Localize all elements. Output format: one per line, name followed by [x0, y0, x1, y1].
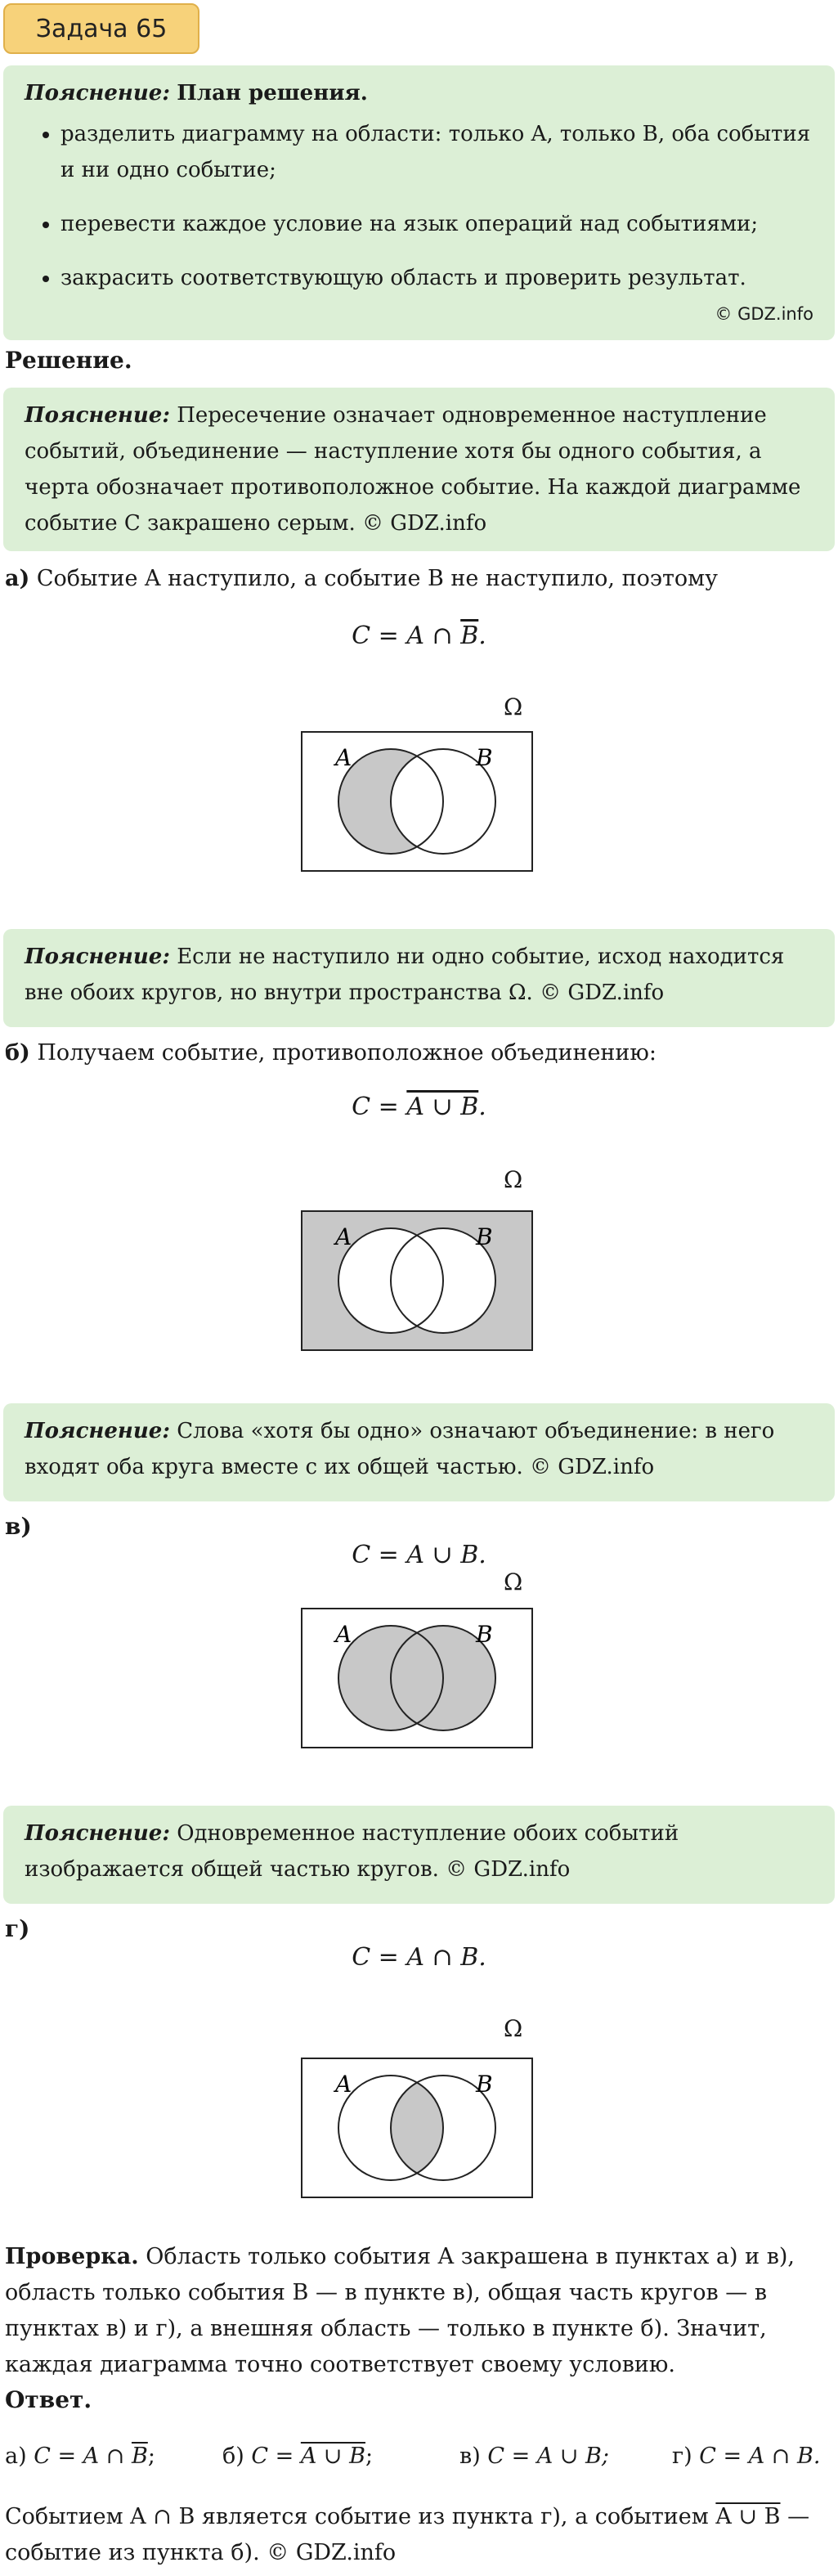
answer-g	[672, 2444, 820, 2469]
note-text: Одновременное наступление обоих событий изображается общей частью кругов. © GDZ.info	[25, 1821, 679, 1882]
note-label: Пояснение:	[25, 1821, 170, 1846]
conclusion-overline: A ∪ B	[715, 2504, 781, 2529]
note-label: Пояснение:	[25, 1419, 170, 1443]
answer-end: ;	[365, 2444, 374, 2469]
answer-formula: C =	[251, 2444, 301, 2469]
omega-label: Ω	[504, 1568, 523, 1595]
part-b-statement: Получаем событие, противоположное объединению:	[37, 1040, 657, 1066]
note-label: Пояснение:	[25, 945, 170, 969]
part-b-text	[5, 1035, 657, 1071]
label-a: A	[335, 744, 352, 771]
formula-overline: $\overline{B}$	[460, 622, 479, 650]
label-b: B	[476, 1621, 493, 1648]
plan-item: • перевести каждое условие на язык операций над событиями;	[60, 206, 813, 242]
plan-copyright: © GDZ.info	[715, 304, 813, 324]
label-a: A	[335, 1621, 352, 1648]
plan-note	[3, 65, 835, 340]
note-4	[3, 1806, 835, 1904]
answer-formula: C = A ∩	[34, 2444, 132, 2469]
note-3	[3, 1403, 835, 1501]
check-paragraph	[5, 2239, 832, 2383]
answer-marker: в)	[459, 2444, 481, 2469]
venn-diagram-b	[301, 1210, 533, 1351]
conclusion-part-2: — событие из пункта б). © GDZ.info	[5, 2504, 810, 2565]
label-a: A	[335, 2071, 352, 2098]
answer-label: Ответ.	[5, 2386, 92, 2413]
note-text: Если не наступило ни одно событие, исход находится вне обоих кругов, но внутри пространства Ω. © GDZ.info	[25, 945, 785, 1005]
answer-marker: а)	[5, 2444, 27, 2469]
answer-formula: C = A ∪ B;	[487, 2444, 609, 2469]
plan-item: • разделить диаграмму на области: только A, только B, оба события и ни одно событие;	[60, 116, 813, 188]
note-text: Слова «хотя бы одно» означают объединение: в него входят оба круга вместе с их общей частью. © GDZ.info	[25, 1419, 775, 1479]
part-b-marker: б)	[5, 1040, 30, 1066]
answer-marker: б)	[222, 2444, 244, 2469]
part-a-formula	[0, 622, 838, 650]
part-a-text	[5, 561, 718, 597]
answer-b	[222, 2444, 373, 2469]
part-a-marker: а)	[5, 566, 30, 591]
omega-label: Ω	[504, 693, 523, 720]
label-b: B	[476, 744, 493, 771]
part-a-statement: Событие A наступило, а событие B не наступило, поэтому	[36, 566, 719, 591]
task-title: Задача 65	[3, 3, 199, 54]
formula-overline: A ∪ B	[406, 1093, 479, 1121]
plan-label: Пояснение:	[25, 81, 170, 105]
note-2	[3, 929, 835, 1027]
part-v-marker: в)	[5, 1513, 32, 1540]
plan-list	[25, 116, 813, 296]
venn-diagram-a	[301, 731, 533, 872]
plan-item: • закрасить соответствующую область и проверить результат.	[60, 260, 813, 296]
part-b-formula	[0, 1093, 838, 1121]
answer-formula: C = A ∩ B.	[699, 2444, 821, 2469]
venn-diagram-v	[301, 1608, 533, 1748]
answer-v	[459, 2444, 609, 2469]
formula-left: C = A ∩	[352, 622, 461, 650]
answer-a	[5, 2444, 155, 2469]
answer-conclusion	[5, 2499, 832, 2571]
omega-label: Ω	[504, 1166, 523, 1193]
venn-diagram-g	[301, 2058, 533, 2198]
note-1	[3, 388, 835, 551]
formula-end: .	[478, 622, 486, 650]
note-label: Пояснение:	[25, 403, 170, 428]
part-v-formula: C = A ∪ B.	[352, 1541, 486, 1569]
omega-label: Ω	[504, 2015, 523, 2042]
solution-heading: Решение.	[5, 347, 132, 374]
conclusion-part-1: Событием A ∩ B является событие из пункта г), а событием	[5, 2504, 716, 2529]
part-g-marker: г)	[5, 1915, 30, 1942]
answer-overline: A ∪ B	[300, 2444, 365, 2469]
answer-overline: $\overline{B}$	[131, 2444, 148, 2469]
label-b: B	[476, 1223, 493, 1250]
answer-row	[5, 2444, 832, 2480]
formula-left: C =	[352, 1093, 407, 1121]
answer-end: ;	[147, 2444, 155, 2469]
label-a: A	[335, 1223, 352, 1250]
part-g-formula: C = A ∩ B.	[352, 1943, 486, 1972]
check-text: Область только события A закрашена в пунктах а) и в), область только события B — в пункте в), общая часть кругов — в пунктах в) и г), а внешняя область — только в пункте б). Значит, каждая диаграмма точно соответствует своему условию.	[5, 2244, 795, 2377]
note-text: Пересечение означает одновременное наступление событий, объединение — наступление хотя бы одного события, а черта обозначает противоположное событие. На каждой диаграмме событие C закрашено серым. © GDZ.info	[25, 403, 801, 536]
label-b: B	[476, 2071, 493, 2098]
plan-title: План решения.	[177, 81, 368, 105]
answer-marker: г)	[672, 2444, 692, 2469]
formula-end: .	[478, 1093, 486, 1121]
check-label: Проверка.	[5, 2244, 139, 2269]
